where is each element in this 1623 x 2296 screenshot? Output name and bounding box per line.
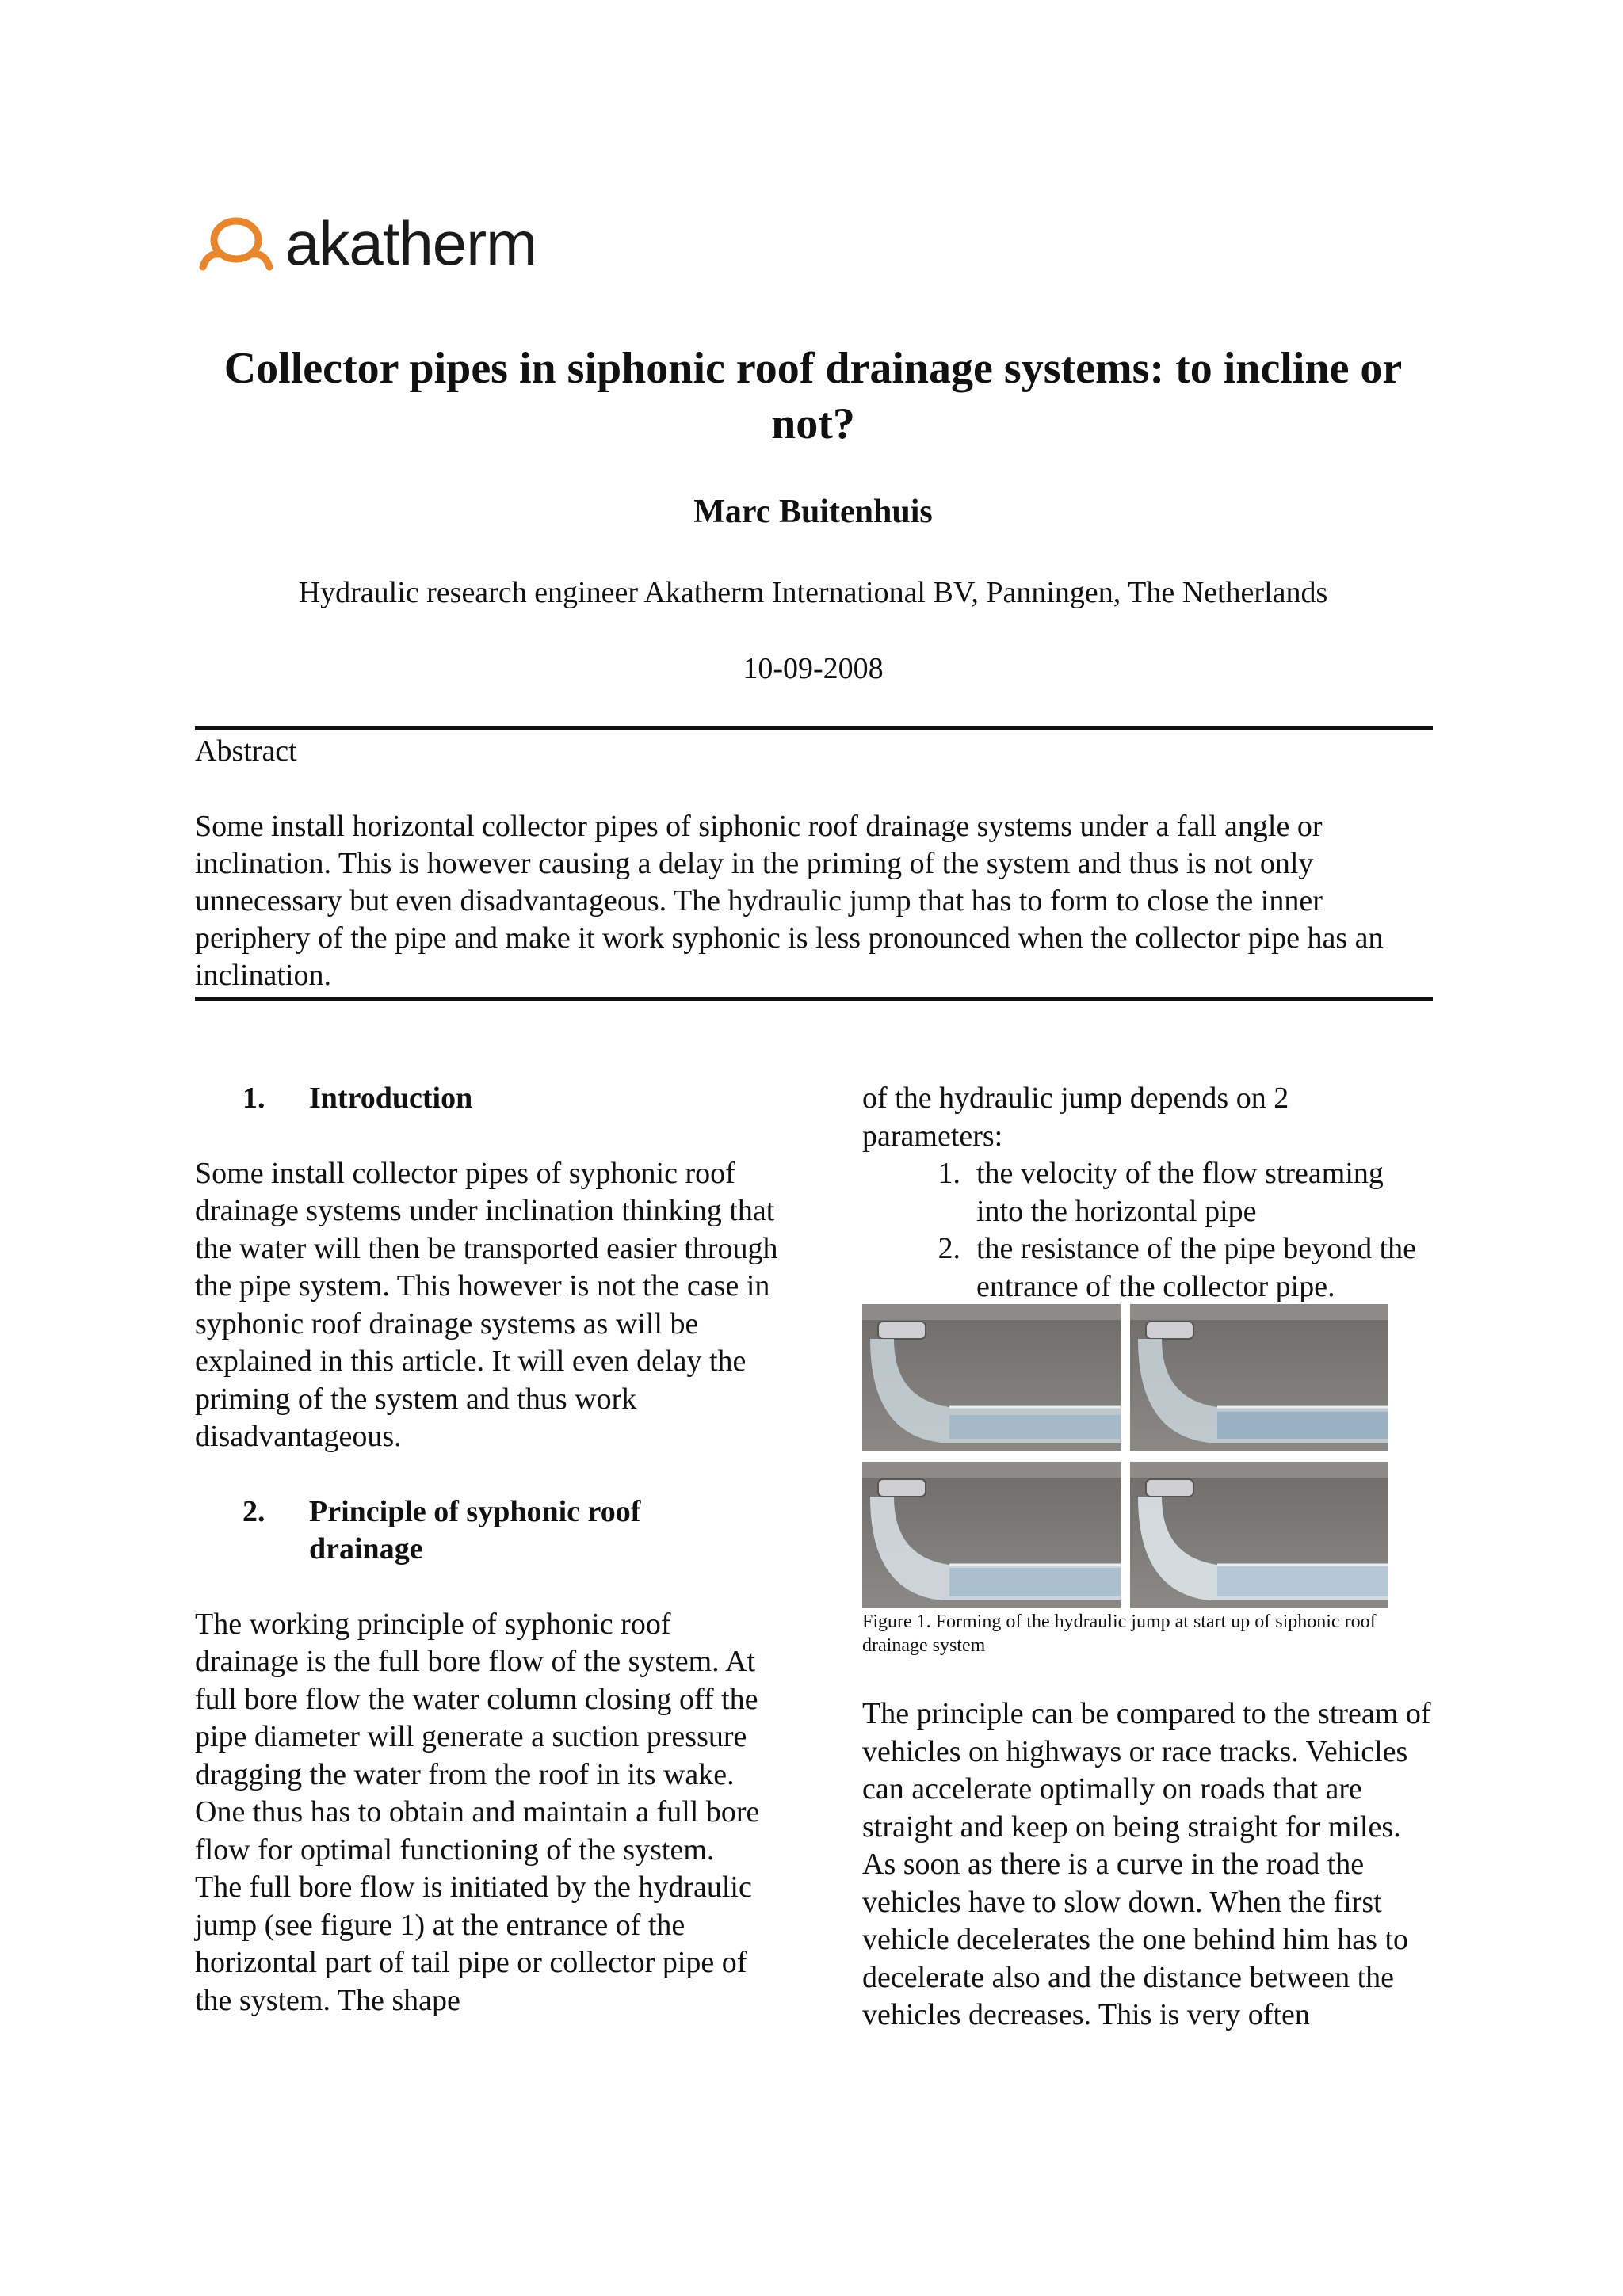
list-item (862, 1230, 1433, 1306)
section-heading-principle (195, 1493, 781, 1569)
continuation-text: of the hydraulic jump depends on 2 parameters: (862, 1081, 1289, 1153)
figure-1-photos (862, 1304, 1388, 1608)
principle-paragraph: The working principle of syphonic roof drainage is the full bore flow of the system. At full bore flow the water column closing off the pipe diameter will generate a suction pressure dragging the water from the roof in its wake. One thus has to obtain and maintain a full bore flow for optimal functioning of the system. (195, 1607, 760, 1867)
section-heading-introduction (195, 1080, 781, 1118)
list-text: the velocity of the flow streaming into the horizontal pipe (976, 1157, 1384, 1228)
left-column (195, 1080, 781, 2019)
section-number: 1. (242, 1081, 265, 1115)
logo-wordmark: akatherm (285, 208, 537, 278)
abstract-heading: Abstract (195, 734, 297, 768)
list-item (862, 1155, 1433, 1230)
abstract-text: Some install horizontal collector pipes of siphonic roof drainage systems under a fall angle or inclination. This is however causing a delay in the priming of the system and thus is not only unnecessary but even disadvantageous. The hydraulic jump that has to form to close the inner periphery of the pipe and make it work syphonic is less pronounced when the collector pipe has an inclination. (195, 810, 1384, 992)
paper-title: Collector pipes in siphonic roof drainage systems: to incline or not? (223, 344, 1403, 448)
hydraulic-jump-photo (1130, 1462, 1388, 1608)
list-number: 1. (938, 1157, 960, 1190)
paper-date: 10-09-2008 (743, 652, 884, 685)
paper-author: Marc Buitenhuis (693, 494, 933, 530)
principle-paragraph-2: The full bore flow is initiated by the hydraulic jump (see figure 1) at the entrance of the horizontal part of tail pipe or collector pipe of the system. The shape (195, 1871, 752, 2017)
comparison-paragraph: The principle can be compared to the stream of vehicles on highways or race tracks. Vehicles can accelerate optimally on roads that are straight and keep on being straight for miles. As soon as there is a curve in the road the vehicles have to slow down. When the first vehicle decelerates the one behind him has to decelerate also and the distance between the vehicles decreases. This is very often (862, 1697, 1431, 2031)
akatherm-logo-mark-icon (198, 215, 274, 272)
hydraulic-jump-photo (862, 1462, 1121, 1608)
right-column-top (862, 1080, 1433, 1306)
abstract-bottom-rule (195, 997, 1433, 1001)
figure-1-caption: Figure 1. Forming of the hydraulic jump at start up of siphonic roof drainage system (862, 1611, 1377, 1656)
section-number: 2. (242, 1494, 265, 1528)
hydraulic-jump-photo (862, 1304, 1121, 1451)
right-column-bottom (862, 1695, 1433, 2035)
section-title: Principle of syphonic roof drainage (309, 1494, 641, 1566)
introduction-paragraph: Some install collector pipes of syphonic roof drainage systems under inclination thinking that the water will then be transported easier through the pipe system. This however is not the case in syphonic roof drainage systems as will be explained in this article. It will even delay the priming of the system and thus work disadvantageous. (195, 1156, 778, 1453)
list-number: 2. (938, 1232, 960, 1265)
akatherm-logo (198, 208, 537, 279)
hydraulic-jump-photo (1130, 1304, 1388, 1451)
parameter-list (862, 1155, 1433, 1306)
abstract-top-rule (195, 726, 1433, 730)
list-text: the resistance of the pipe beyond the entrance of the collector pipe. (976, 1232, 1417, 1303)
author-affiliation: Hydraulic research engineer Akatherm International BV, Panningen, The Netherlands (298, 576, 1328, 609)
section-title: Introduction (309, 1081, 473, 1115)
